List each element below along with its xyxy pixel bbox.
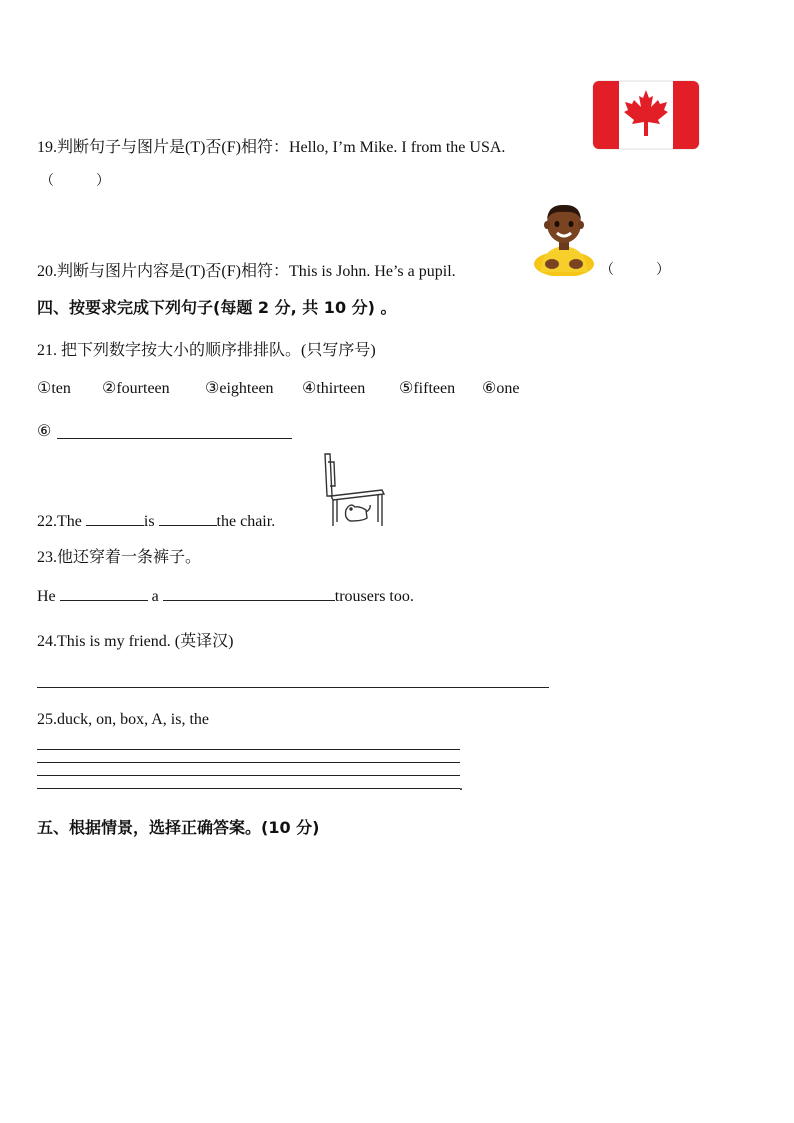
q20-answer-paren[interactable]: （ ） [600, 263, 670, 278]
q22-sentence [37, 511, 275, 531]
q23-word-trousers: trousers too. [334, 588, 414, 605]
q22-blank-1[interactable] [86, 511, 144, 526]
q23-chinese: 23.他还穿着一条裤子。 [37, 549, 202, 566]
q19-text: 19.判断句子与图片是(T)否(F)相符：Hello, I’m Mike. I from the USA. [37, 139, 506, 156]
q24-answer-line[interactable] [37, 687, 549, 688]
q21-prompt: 21. 把下列数字按大小的顺序排排队。(只写序号) [37, 342, 376, 359]
q22-word-is: is [143, 513, 155, 530]
q25-period: . [459, 777, 463, 794]
section-4-title: 四、按要求完成下列句子(每题 2 分, 共 10 分) 。 [37, 298, 397, 317]
q23-blank-1[interactable] [60, 586, 148, 601]
q25-answer-line-3[interactable] [37, 775, 460, 776]
q20-text: 20.判断与图片内容是(T)否(F)相符：This is John. He’s a pupil. [37, 263, 456, 280]
q21-option-4: ④thirteen [302, 380, 366, 397]
q25-answer-line-4[interactable] [37, 788, 460, 789]
q21-option-2: ②fourteen [102, 380, 170, 397]
q23-blank-2[interactable] [163, 586, 335, 601]
q21-option-5: ⑤fifteen [399, 380, 456, 397]
q22-word-the-chair: the chair. [216, 513, 276, 530]
boy-image [532, 202, 596, 276]
q24-text: 24.This is my friend. (英译汉) [37, 633, 234, 650]
q22-blank-2[interactable] [159, 511, 217, 526]
q25-answer-line-2[interactable] [37, 762, 460, 763]
q23-sentence [37, 586, 414, 606]
section-5-title: 五、根据情景，选择正确答案。(10 分) [37, 818, 320, 837]
q21-option-3: ③eighteen [205, 380, 274, 397]
q21-answer-line[interactable] [57, 438, 292, 439]
canada-flag-image [592, 80, 700, 150]
q21-option-6: ⑥one [482, 380, 520, 397]
q22-word-the: 22.The [37, 513, 82, 530]
q21-option-1: ①ten [37, 380, 71, 397]
q25-answer-line-1[interactable] [37, 749, 460, 750]
q23-word-a: a [151, 588, 159, 605]
q25-text: 25.duck, on, box, A, is, the [37, 711, 209, 728]
q19-answer-paren[interactable]: （ ） [40, 174, 110, 189]
q21-answer-prefix: ⑥ [37, 423, 52, 440]
chair-with-dog-image [322, 452, 386, 530]
q23-word-he: He [37, 588, 56, 605]
